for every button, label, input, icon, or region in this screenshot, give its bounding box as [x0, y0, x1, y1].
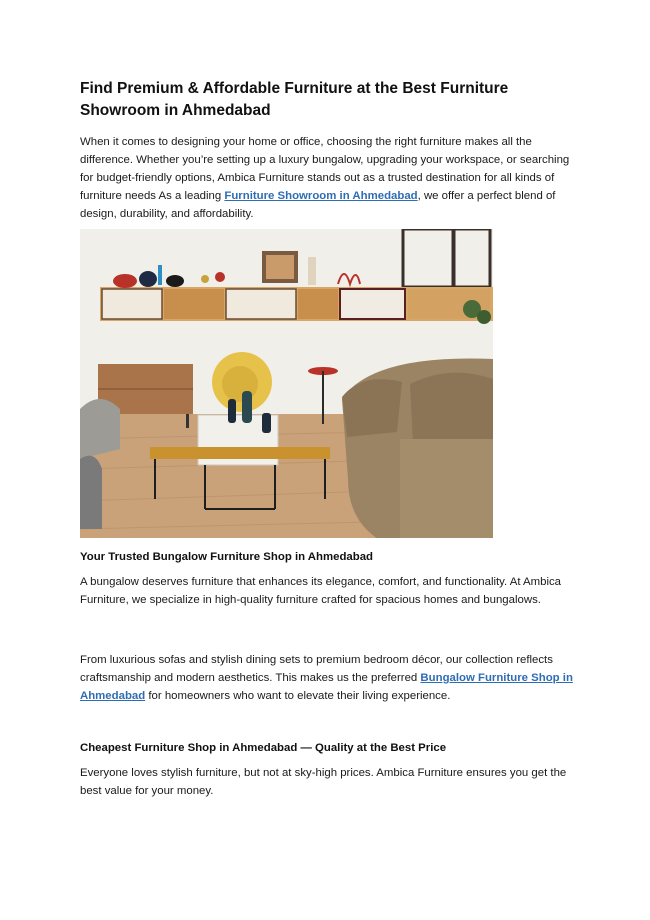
cheapest-paragraph-1: Everyone loves stylish furniture, but not at sky-high prices. Ambica Furniture ensures you get the best value for your money. — [80, 767, 567, 797]
bungalow-text: From luxurious sofas and stylish dining sets to premium bedroom décor, our collection reflects craftsmanship and modern aesthetics. This makes us the preferred — [80, 654, 553, 684]
bungalow-paragraph-2 — [80, 651, 580, 705]
furniture-showroom-link[interactable]: Furniture Showroom in Ahmedabad — [224, 190, 418, 202]
bungalow-text-end: for homeowners who want to elevate their living experience. — [145, 690, 451, 702]
living-room-photo — [80, 229, 493, 538]
intro-paragraph — [80, 133, 580, 223]
page-title: Find Premium & Affordable Furniture at the Best Furniture Showroom in Ahmedabad — [80, 80, 509, 119]
section-heading-cheapest: Cheapest Furniture Shop in Ahmedabad — Quality at the Best Price — [80, 742, 447, 754]
intro-text-end: , we offer a perfect blend of design, durability, and affordability. — [80, 190, 556, 220]
intro-text: When it comes to designing your home or office, choosing the right furniture makes all the difference. Whether you’re setting up a luxury bungalow, upgrading your workspace, or searching for budget-friendly options, Ambica Furniture stands out as a trusted destination for all kinds of furniture needs As a leading — [80, 136, 570, 202]
bungalow-paragraph-1: A bungalow deserves furniture that enhances its elegance, comfort, and functionality. At Ambica Furniture, we specialize in high-quality furniture crafted for spacious homes and bungalows. — [80, 576, 562, 606]
intro-block — [80, 78, 580, 223]
section-heading-bungalow: Your Trusted Bungalow Furniture Shop in Ahmedabad — [80, 551, 373, 563]
bungalow-furniture-shop-link[interactable]: Bungalow Furniture Shop in Ahmedabad — [80, 672, 573, 702]
